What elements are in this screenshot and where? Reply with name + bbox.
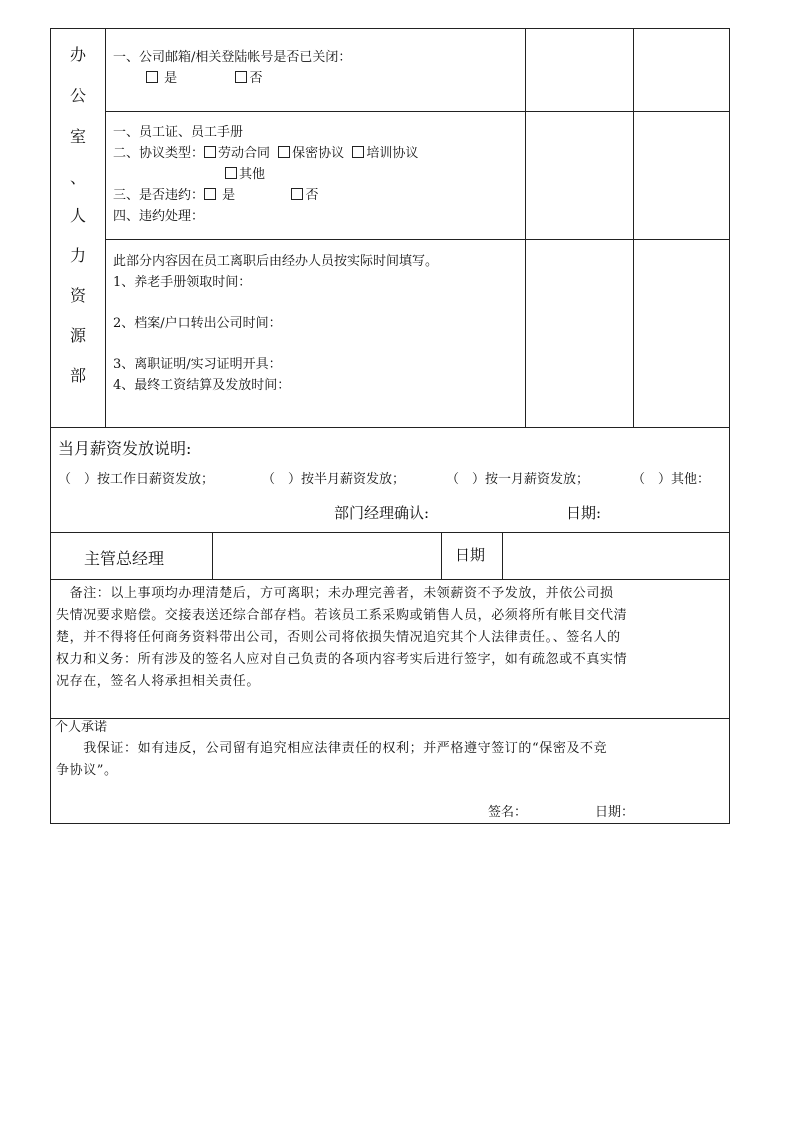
table-border-top [50,28,730,29]
promise-date-label: 日期： [595,805,635,820]
breach-no-checkbox[interactable] [291,188,303,200]
remarks-line: 失情况要求赔偿。交接表送还综合部存档。若该员工系采购或销售人员，必须将所有帐目交代清 [56,608,628,623]
confidential-agreement-label: 保密协议 [292,146,345,161]
breach-yes-checkbox[interactable] [204,188,216,200]
remarks-line: 权力和义务：所有涉及的签名人应对自己负责的各项内容考实后进行签字，如有疏忽或不真实情 [56,652,628,667]
other-agreement-checkbox[interactable] [225,167,237,179]
dept-char: 部 [69,366,86,385]
dept-char: 室 [69,127,86,146]
training-agreement-checkbox[interactable] [352,146,364,158]
salary-date-label: 日期: [566,504,602,522]
remarks-line: 备注：以上事项均办理清楚后，方可离职；未办理完善者，未领薪资不予发放，并依公司损 [56,586,614,601]
salary-opt-month[interactable]: （ ）按一月薪资发放； [446,472,590,487]
col-divider-sign [633,28,634,428]
salary-title: 当月薪资发放说明: [58,439,192,458]
breach-handling-item: 四、违约处理： [113,209,205,224]
table-border-left [50,28,51,824]
promise-title: 个人承诺 [55,720,108,735]
training-agreement-label: 培训协议 [366,146,419,161]
labor-contract-label: 劳动合同 [218,146,271,161]
gm-date-label: 日期 [455,546,486,564]
remarks-block [56,583,724,693]
dept-char: 公 [69,86,86,105]
other-agreement-label: 其他 [239,167,266,182]
leaving-certificate-item: 3、离职证明/实习证明开具： [113,357,282,372]
dept-char: 人 [69,206,86,225]
no-checkbox[interactable] [235,71,247,83]
pension-book-item: 1、养老手册领取时间： [113,275,252,290]
breach-yes-label: 是 [222,188,236,203]
agreement-type-label: 二、协议类型： [113,146,205,161]
row-divider-gm [50,579,730,580]
confidential-agreement-checkbox[interactable] [278,146,290,158]
promise-line-2: 争协议”。 [56,763,118,778]
yes-label: 是 [164,71,178,86]
agreement-other-row [225,164,265,185]
employee-card-item: 一、员工证、员工手册 [113,125,244,140]
remarks-line: 楚，并不得将任何商务资料带出公司，否则公司将依损失情况追究其个人法律责任。、签名人的 [56,630,621,645]
gm-date-cell[interactable] [503,533,729,579]
row-divider-2 [105,239,730,240]
manager-confirm-label: 部门经理确认: [334,504,430,522]
breach-label: 三、是否违约： [113,188,205,203]
dept-char: 力 [69,246,86,265]
breach-row [113,185,318,206]
final-salary-item: 4、最终工资结算及发放时间： [113,378,291,393]
hr-section-intro: 此部分内容因在员工离职后由经办人员按实际时间填写。 [113,254,439,269]
no-label: 否 [249,71,263,86]
salary-opt-other[interactable]: （ ）其他： [632,472,711,487]
row-divider-remarks [50,718,730,719]
salary-opt-halfmonth[interactable]: （ ）按半月薪资发放； [262,472,406,487]
gm-col-divider-2 [441,532,442,579]
dept-char: 办 [69,45,86,64]
email-closed-options [146,68,262,89]
email-closed-question: 一、公司邮箱/相关登陆帐号是否已关闭： [113,50,352,65]
yes-checkbox[interactable] [146,71,158,83]
archive-transfer-item: 2、档案/户口转出公司时间： [113,316,282,331]
agreement-type-row [113,143,418,164]
col-divider-content [525,28,526,428]
dept-char: 、 [69,168,86,187]
general-manager-label: 主管总经理 [84,549,165,568]
signature-label: 签名： [488,805,528,820]
salary-opt-workday[interactable]: （ ）按工作日薪资发放； [58,472,215,487]
remarks-line: 况存在，签名人将承担相关责任。 [56,674,261,689]
table-border-bottom [50,823,730,824]
dept-char: 源 [69,326,86,345]
breach-no-label: 否 [305,188,319,203]
general-manager-sign-cell[interactable] [213,533,441,579]
table-border-right [729,28,730,824]
col-divider-label [105,28,106,428]
dept-char: 资 [69,286,86,305]
row-divider-3 [50,427,730,428]
row-divider-1 [105,111,730,112]
promise-line-1: 我保证：如有违反，公司留有追究相应法律责任的权利；并严格遵守签订的“保密及不竞 [56,741,608,756]
labor-contract-checkbox[interactable] [204,146,216,158]
